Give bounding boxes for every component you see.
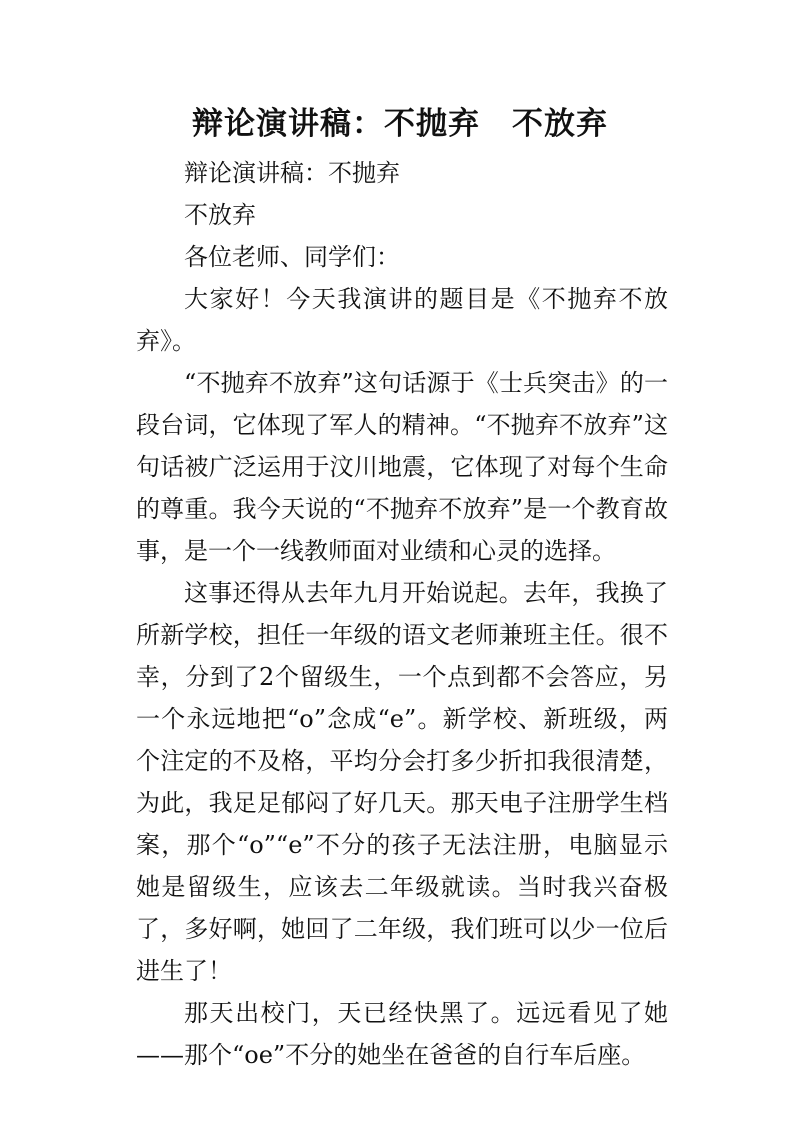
- paragraph-introduction: “不抛弃不放弃”这句话源于《士兵突击》的一段台词，它体现了军人的精神。“不抛弃不放弃”这句话被广泛运用于汶川地震，它体现了对每个生命的尊重。我今天说的“不抛弃不放弃”是一个教育故事，是一个一线教师面对业绩和心灵的选择。: [136, 369, 668, 565]
- paragraph-salutation: 各位老师、同学们：: [184, 243, 400, 271]
- paragraph-story-continued: 那天出校门，天已经快黑了。远远看见了她——那个“oe”不分的她坐在爸爸的自行车后座。: [136, 999, 668, 1069]
- paragraph-heading-line-2: 不放弃: [184, 201, 256, 229]
- document-title: 辩论演讲稿：不抛弃 不放弃: [192, 106, 608, 142]
- document-body: [136, 152, 668, 1076]
- paragraph-heading-line-1: 辩论演讲稿：不抛弃: [184, 159, 400, 187]
- paragraph-greeting: 大家好！今天我演讲的题目是《不抛弃不放弃》。: [136, 285, 668, 355]
- paragraph-story-beginning: 这事还得从去年九月开始说起。去年，我换了所新学校，担任一年级的语文老师兼班主任。很不幸，分到了2个留级生，一个点到都不会答应，另一个永远地把“o”念成“e”。新学校、新班级，两个注定的不及格，平均分会打多少折扣我很清楚，为此，我足足郁闷了好几天。那天电子注册学生档案，那个“o”“e”不分的孩子无法注册，电脑显示她是留级生，应该去二年级就读。当时我兴奋极了，多好啊，她回了二年级，我们班可以少一位后进生了！: [136, 579, 668, 985]
